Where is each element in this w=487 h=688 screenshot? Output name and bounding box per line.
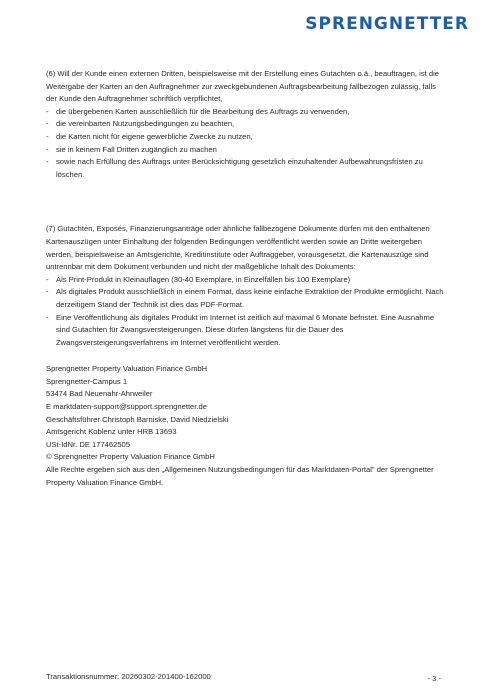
list-item: - die Karten nicht für eigene gewerbliche Zwecke zu nutzen,: [46, 131, 253, 141]
sprengnetter-logo: SPRENGNETTER: [305, 14, 469, 34]
page-number: - 3 -: [427, 674, 441, 683]
imprint-managers: Geschäftsführer Christoph Barniske, David Niedzielski: [46, 414, 229, 424]
imprint-register: Amtsgericht Koblenz unter HRB 13693: [46, 427, 177, 437]
imprint-vat: USt-IdNr. DE 177462505: [46, 439, 131, 449]
imprint-email: E marktdaten-support@support.sprengnetter.de: [46, 402, 207, 412]
section-6-intro: (6) Will der Kunde einen externen Dritten, beispielsweise mit der Erstellung eines Gutachten o.ä., beauftragen, ist die Weitergabe der Karten an den Auftragnehmer zur zweckgebundenen Auftragsbearbeitung fallbezogen zulässig, falls der Kunde den Auftragnehmer schriftlich verpflichtet,: [46, 69, 439, 104]
imprint-city: 53474 Bad Neuenahr-Ahrweiler: [46, 389, 153, 399]
list-item: - sowie nach Erfüllung des Auftrags unter Berücksichtigung gesetzlich einzuhaltender Aufbewahrungsfristen zu löschen.: [46, 157, 423, 179]
imprint-street: Sprengnetter-Campus 1: [46, 376, 128, 386]
list-item: - die vereinbarten Nutzungsbedingungen zu beachten,: [46, 119, 235, 129]
imprint-rights: Alle Rechte ergeben sich aus den „Allgemeinen Nutzungsbedingungen für das Marktdaten-Portal" der Sprengnetter Property Valuation Finance GmbH.: [46, 465, 434, 487]
list-item: - Als Print-Produkt in Kleinauflagen (30-40 Exemplare, in Einzelfällen bis 100 Exemplare): [46, 274, 351, 284]
imprint-company: Sprengnetter Property Valuation Finance GmbH: [46, 364, 208, 374]
transaction-number: Transaktionsnummer: 20260302-201400-162000: [46, 672, 211, 681]
list-item: - Als digitales Produkt ausschließlich in einem Format, dass keine einfache Extraktion der Produkte ermöglicht. Nach derzeitigem Stand der Technik ist dies das PDF-Format.: [46, 287, 444, 309]
list-item: - die übergebenen Karten ausschließlich für die Bearbeitung des Auftrags zu verwenden,: [46, 106, 350, 116]
list-item: - Eine Veröffentlichung als digitales Produkt im Internet ist zeitlich auf maximal 6 Monate befristet. Eine Ausnahme sind Gutachten für Zwangsversteigerungen. Diese dürfen längstens für die Dauer des Zwangsversteigerungsverfahrens im Internet veröffentlicht werden.: [46, 312, 435, 347]
imprint-copyright: © Sprengnetter Property Valuation Finance GmbH: [46, 452, 215, 462]
list-item: - sie in keinem Fall Dritten zugänglich zu machen: [46, 144, 217, 154]
section-7-intro: (7) Gutachten, Exposés, Finanzierungsanträge oder ähnliche fallbezogene Dokumente dürfen mit den enthaltenen Kartenauszügen unter Einhaltung der folgenden Bedingungen veröffentlicht werden sowie an Dritte weitergeben werden, beispielsweise an Amtsgerichte, Kreditinstitute oder Auftraggeber, vorausgesetzt, die Kartenauszüge sind untrennbar mit dem Dokument verbunden und nicht der maßgebliche Inhalt des Dokuments:: [46, 224, 430, 272]
document-body: [46, 68, 446, 489]
